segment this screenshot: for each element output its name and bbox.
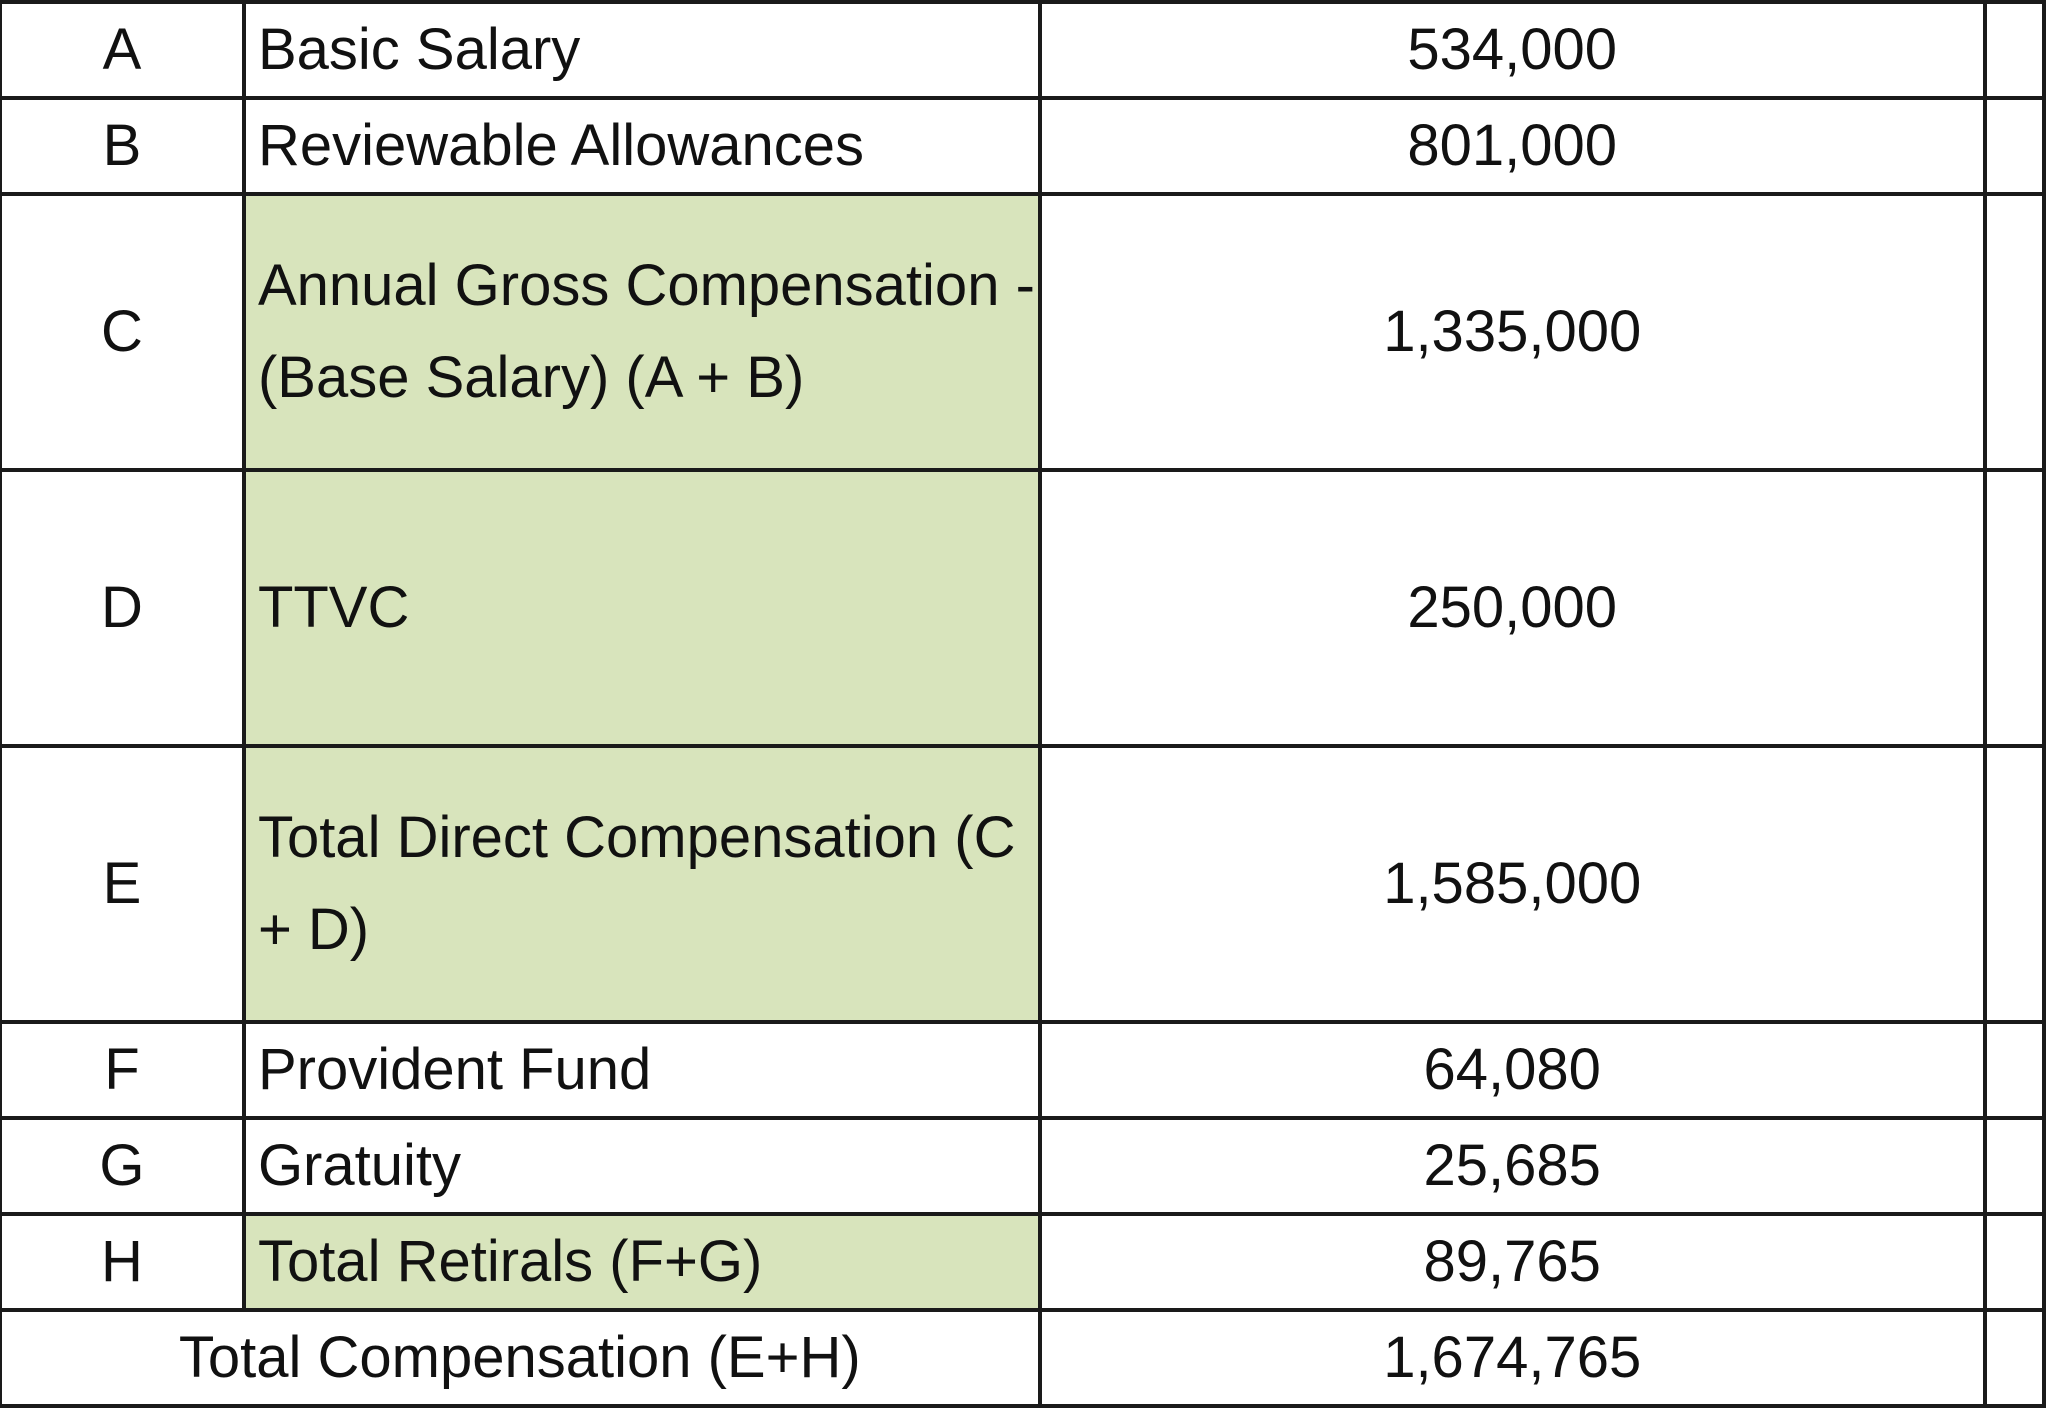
empty-cell xyxy=(1985,2,2044,98)
total-label: Total Compensation (E+H) xyxy=(0,1310,1040,1406)
row-description: Basic Salary xyxy=(244,2,1040,98)
row-amount: 1,585,000 xyxy=(1040,746,1985,1022)
row-amount: 1,335,000 xyxy=(1040,194,1985,470)
table-row xyxy=(0,470,2044,746)
row-code: F xyxy=(0,1022,244,1118)
empty-cell xyxy=(1985,98,2044,194)
row-description: Total Retirals (F+G) xyxy=(244,1214,1040,1310)
table-row xyxy=(0,98,2044,194)
row-code: H xyxy=(0,1214,244,1310)
row-description: Reviewable Allowances xyxy=(244,98,1040,194)
table-row xyxy=(0,194,2044,470)
row-code: A xyxy=(0,2,244,98)
empty-cell xyxy=(1985,1118,2044,1214)
row-amount: 250,000 xyxy=(1040,470,1985,746)
row-code: D xyxy=(0,470,244,746)
row-description: Gratuity xyxy=(244,1118,1040,1214)
row-description: Total Direct Compensation (C + D) xyxy=(244,746,1040,1022)
empty-cell xyxy=(1985,746,2044,1022)
row-amount: 25,685 xyxy=(1040,1118,1985,1214)
row-amount: 64,080 xyxy=(1040,1022,1985,1118)
row-code: C xyxy=(0,194,244,470)
empty-cell xyxy=(1985,194,2044,470)
empty-cell xyxy=(1985,1310,2044,1406)
empty-cell xyxy=(1985,1022,2044,1118)
row-description: Provident Fund xyxy=(244,1022,1040,1118)
table-row xyxy=(0,746,2044,1022)
row-amount: 89,765 xyxy=(1040,1214,1985,1310)
row-code: B xyxy=(0,98,244,194)
empty-cell xyxy=(1985,470,2044,746)
table-row xyxy=(0,1118,2044,1214)
row-description: TTVC xyxy=(244,470,1040,746)
table-row xyxy=(0,1022,2044,1118)
row-code: E xyxy=(0,746,244,1022)
row-code: G xyxy=(0,1118,244,1214)
table-row xyxy=(0,2,2044,98)
row-description: Annual Gross Compensation - (Base Salary) (A + B) xyxy=(244,194,1040,470)
total-row xyxy=(0,1310,2044,1406)
table-row xyxy=(0,1214,2044,1310)
empty-cell xyxy=(1985,1214,2044,1310)
row-amount: 534,000 xyxy=(1040,2,1985,98)
row-amount: 801,000 xyxy=(1040,98,1985,194)
total-amount: 1,674,765 xyxy=(1040,1310,1985,1406)
